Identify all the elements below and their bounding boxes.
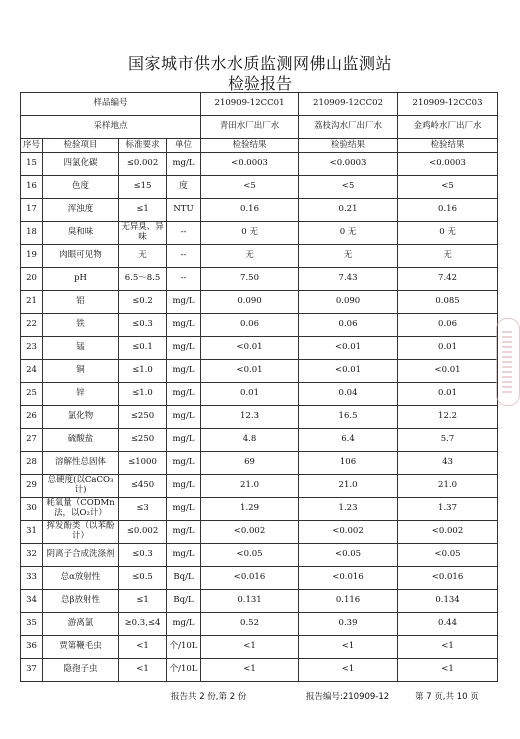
result-3: 0 无 <box>398 222 498 245</box>
row-number: 17 <box>21 199 43 222</box>
result-1: 0.52 <box>201 613 299 636</box>
result-1: <0.01 <box>201 360 299 383</box>
col-header-unit: 单位 <box>167 139 201 153</box>
result-1: <1 <box>201 636 299 659</box>
result-3: <5 <box>398 176 498 199</box>
row-number: 34 <box>21 590 43 613</box>
table-row <box>21 245 498 268</box>
col-header-standard: 标准要求 <box>119 139 167 153</box>
result-2: <0.0003 <box>299 153 398 176</box>
item-name: 浑浊度 <box>43 199 119 222</box>
result-2: 6.4 <box>299 429 398 452</box>
column-header-row <box>21 139 498 153</box>
table-row <box>21 429 498 452</box>
row-number: 26 <box>21 406 43 429</box>
result-1: 0.090 <box>201 291 299 314</box>
standard: 6.5～8.5 <box>119 268 167 291</box>
result-3: <0.0003 <box>398 153 498 176</box>
unit: mg/L <box>167 475 201 498</box>
standard: ≤3 <box>119 498 167 521</box>
row-number: 15 <box>21 153 43 176</box>
result-2: 0 无 <box>299 222 398 245</box>
table-row <box>21 314 498 337</box>
item-name: 挥发酚类（以苯酚计） <box>43 521 119 544</box>
result-1: <0.002 <box>201 521 299 544</box>
result-2: 0.090 <box>299 291 398 314</box>
table-row <box>21 452 498 475</box>
standard: ≤450 <box>119 475 167 498</box>
item-name: 总β放射性 <box>43 590 119 613</box>
row-number: 27 <box>21 429 43 452</box>
standard: ≤1000 <box>119 452 167 475</box>
table-row <box>21 544 498 567</box>
item-name: 游离氯 <box>43 613 119 636</box>
item-name: pH <box>43 268 119 291</box>
row-number: 24 <box>21 360 43 383</box>
table-row <box>21 337 498 360</box>
unit: mg/L <box>167 153 201 176</box>
standard: ≤0.1 <box>119 337 167 360</box>
unit: mg/L <box>167 360 201 383</box>
result-3: 0.44 <box>398 613 498 636</box>
row-number: 18 <box>21 222 43 245</box>
table-row <box>21 153 498 176</box>
result-1: 69 <box>201 452 299 475</box>
result-2: <1 <box>299 636 398 659</box>
result-2: <0.002 <box>299 521 398 544</box>
footer-copies: 报告共 2 份,第 2 份 <box>171 692 247 702</box>
unit: mg/L <box>167 429 201 452</box>
unit: 个/10L <box>167 659 201 682</box>
result-2: 7.43 <box>299 268 398 291</box>
unit: mg/L <box>167 452 201 475</box>
result-3: 12.2 <box>398 406 498 429</box>
standard: ≤0.002 <box>119 153 167 176</box>
sample-id-3: 210909-12CC03 <box>398 93 498 116</box>
sampling-site-label: 采样地点 <box>21 116 201 139</box>
unit: -- <box>167 268 201 291</box>
sampling-site-1: 青田水厂出厂水 <box>201 116 299 139</box>
result-3: <0.01 <box>398 360 498 383</box>
row-number: 23 <box>21 337 43 360</box>
table-row <box>21 590 498 613</box>
report-org-title: 国家城市供水水质监测网佛山监测站 <box>127 54 392 73</box>
row-number: 32 <box>21 544 43 567</box>
item-name: 贾第鞭毛虫 <box>43 636 119 659</box>
result-3: 0.085 <box>398 291 498 314</box>
row-number: 16 <box>21 176 43 199</box>
results-table <box>20 92 498 682</box>
seal-stamp <box>496 318 520 406</box>
table-row <box>21 498 498 521</box>
result-2: <0.016 <box>299 567 398 590</box>
result-3: <1 <box>398 659 498 682</box>
result-3: <0.002 <box>398 521 498 544</box>
result-3: 无 <box>398 245 498 268</box>
result-1: <5 <box>201 176 299 199</box>
col-header-item: 检验项目 <box>43 139 119 153</box>
result-2: <0.01 <box>299 337 398 360</box>
result-3: 0.16 <box>398 199 498 222</box>
item-name: 溶解性总固体 <box>43 452 119 475</box>
standard: ≤0.3 <box>119 314 167 337</box>
result-3: 5.7 <box>398 429 498 452</box>
result-2: <0.05 <box>299 544 398 567</box>
unit: -- <box>167 245 201 268</box>
standard: ≤15 <box>119 176 167 199</box>
table-row <box>21 659 498 682</box>
row-number: 20 <box>21 268 43 291</box>
unit: mg/L <box>167 383 201 406</box>
result-3: 0.01 <box>398 337 498 360</box>
result-3: 0.134 <box>398 590 498 613</box>
item-name: 色度 <box>43 176 119 199</box>
standard: ≤1 <box>119 590 167 613</box>
table-row <box>21 199 498 222</box>
col-header-result-3: 检验结果 <box>398 139 498 153</box>
result-1: 4.8 <box>201 429 299 452</box>
result-2: 无 <box>299 245 398 268</box>
report-title: 检验报告 <box>227 74 292 93</box>
result-1: 12.3 <box>201 406 299 429</box>
table-row <box>21 475 498 498</box>
standard: ≤0.3 <box>119 544 167 567</box>
item-name: 总α放射性 <box>43 567 119 590</box>
row-number: 25 <box>21 383 43 406</box>
footer-report-number: 报告编号:210909-12 <box>306 692 390 702</box>
result-2: <1 <box>299 659 398 682</box>
result-3: <0.016 <box>398 567 498 590</box>
standard: ≤250 <box>119 429 167 452</box>
row-number: 21 <box>21 291 43 314</box>
unit: 个/10L <box>167 636 201 659</box>
table-row <box>21 406 498 429</box>
result-2: 0.21 <box>299 199 398 222</box>
item-name: 阴离子合成洗涤剂 <box>43 544 119 567</box>
unit: Bq/L <box>167 567 201 590</box>
row-number: 22 <box>21 314 43 337</box>
result-3: <0.05 <box>398 544 498 567</box>
result-1: <0.05 <box>201 544 299 567</box>
unit: NTU <box>167 199 201 222</box>
item-name: 氯化物 <box>43 406 119 429</box>
result-2: 21.0 <box>299 475 398 498</box>
result-3: 0.01 <box>398 383 498 406</box>
result-1: 0.01 <box>201 383 299 406</box>
standard: ≤250 <box>119 406 167 429</box>
standard: ≤1.0 <box>119 383 167 406</box>
sample-id-row <box>21 93 498 116</box>
result-1: <0.0003 <box>201 153 299 176</box>
result-1: <0.01 <box>201 337 299 360</box>
result-2: 106 <box>299 452 398 475</box>
standard: 无 <box>119 245 167 268</box>
table-row <box>21 613 498 636</box>
col-header-result-1: 检验结果 <box>201 139 299 153</box>
table-row <box>21 360 498 383</box>
sampling-site-2: 荔枝沟水厂出厂水 <box>299 116 398 139</box>
unit: mg/L <box>167 337 201 360</box>
result-1: 无 <box>201 245 299 268</box>
sample-id-2: 210909-12CC02 <box>299 93 398 116</box>
item-name: 硫酸盐 <box>43 429 119 452</box>
table-row <box>21 567 498 590</box>
item-name: 锰 <box>43 337 119 360</box>
result-3: <1 <box>398 636 498 659</box>
row-number: 36 <box>21 636 43 659</box>
result-2: 0.06 <box>299 314 398 337</box>
unit: -- <box>167 222 201 245</box>
result-2: 0.116 <box>299 590 398 613</box>
result-3: 0.06 <box>398 314 498 337</box>
result-1: 0.06 <box>201 314 299 337</box>
footer-page-number: 第 7 页,共 10 页 <box>415 692 479 702</box>
sample-id-label: 样品编号 <box>21 93 201 116</box>
row-number: 37 <box>21 659 43 682</box>
unit: mg/L <box>167 406 201 429</box>
item-name: 铝 <box>43 291 119 314</box>
standard: ≤0.002 <box>119 521 167 544</box>
result-1: 0 无 <box>201 222 299 245</box>
item-name: 肉眼可见物 <box>43 245 119 268</box>
row-number: 33 <box>21 567 43 590</box>
unit: mg/L <box>167 498 201 521</box>
sampling-site-3: 金鸡岭水厂出厂水 <box>398 116 498 139</box>
unit: mg/L <box>167 613 201 636</box>
unit: mg/L <box>167 521 201 544</box>
standard: ≤1.0 <box>119 360 167 383</box>
col-header-result-2: 检验结果 <box>299 139 398 153</box>
unit: 度 <box>167 176 201 199</box>
result-2: 16.5 <box>299 406 398 429</box>
standard: ≤0.2 <box>119 291 167 314</box>
row-number: 35 <box>21 613 43 636</box>
table-row <box>21 291 498 314</box>
item-name: 铜 <box>43 360 119 383</box>
result-3: 43 <box>398 452 498 475</box>
result-3: 7.42 <box>398 268 498 291</box>
standard: <1 <box>119 659 167 682</box>
result-1: 0.16 <box>201 199 299 222</box>
result-1: <1 <box>201 659 299 682</box>
result-1: 21.0 <box>201 475 299 498</box>
standard: <1 <box>119 636 167 659</box>
table-row <box>21 268 498 291</box>
table-row <box>21 636 498 659</box>
result-2: <0.01 <box>299 360 398 383</box>
unit: mg/L <box>167 544 201 567</box>
table-row <box>21 176 498 199</box>
result-3: 1.37 <box>398 498 498 521</box>
table-row <box>21 222 498 245</box>
result-1: <0.016 <box>201 567 299 590</box>
result-1: 1.29 <box>201 498 299 521</box>
row-number: 31 <box>21 521 43 544</box>
item-name: 总硬度(以CaCO₃计) <box>43 475 119 498</box>
table-row <box>21 521 498 544</box>
result-3: 21.0 <box>398 475 498 498</box>
standard: ≥0.3,≤4 <box>119 613 167 636</box>
col-header-no: 序号 <box>21 139 43 153</box>
sampling-site-row <box>21 116 498 139</box>
item-name: 耗氧量（CODMn法，以O₂计） <box>43 498 119 521</box>
result-1: 0.131 <box>201 590 299 613</box>
item-name: 铁 <box>43 314 119 337</box>
result-2: 0.04 <box>299 383 398 406</box>
result-2: 1.23 <box>299 498 398 521</box>
standard: ≤0.5 <box>119 567 167 590</box>
result-2: <5 <box>299 176 398 199</box>
sample-id-1: 210909-12CC01 <box>201 93 299 116</box>
standard: ≤1 <box>119 199 167 222</box>
item-name: 臭和味 <box>43 222 119 245</box>
item-name: 四氯化碳 <box>43 153 119 176</box>
item-name: 隐孢子虫 <box>43 659 119 682</box>
result-2: 0.39 <box>299 613 398 636</box>
table-row <box>21 383 498 406</box>
row-number: 29 <box>21 475 43 498</box>
unit: mg/L <box>167 291 201 314</box>
unit: mg/L <box>167 314 201 337</box>
row-number: 19 <box>21 245 43 268</box>
unit: Bq/L <box>167 590 201 613</box>
standard: 无异臭、异味 <box>119 222 167 245</box>
row-number: 30 <box>21 498 43 521</box>
item-name: 锌 <box>43 383 119 406</box>
row-number: 28 <box>21 452 43 475</box>
result-1: 7.50 <box>201 268 299 291</box>
